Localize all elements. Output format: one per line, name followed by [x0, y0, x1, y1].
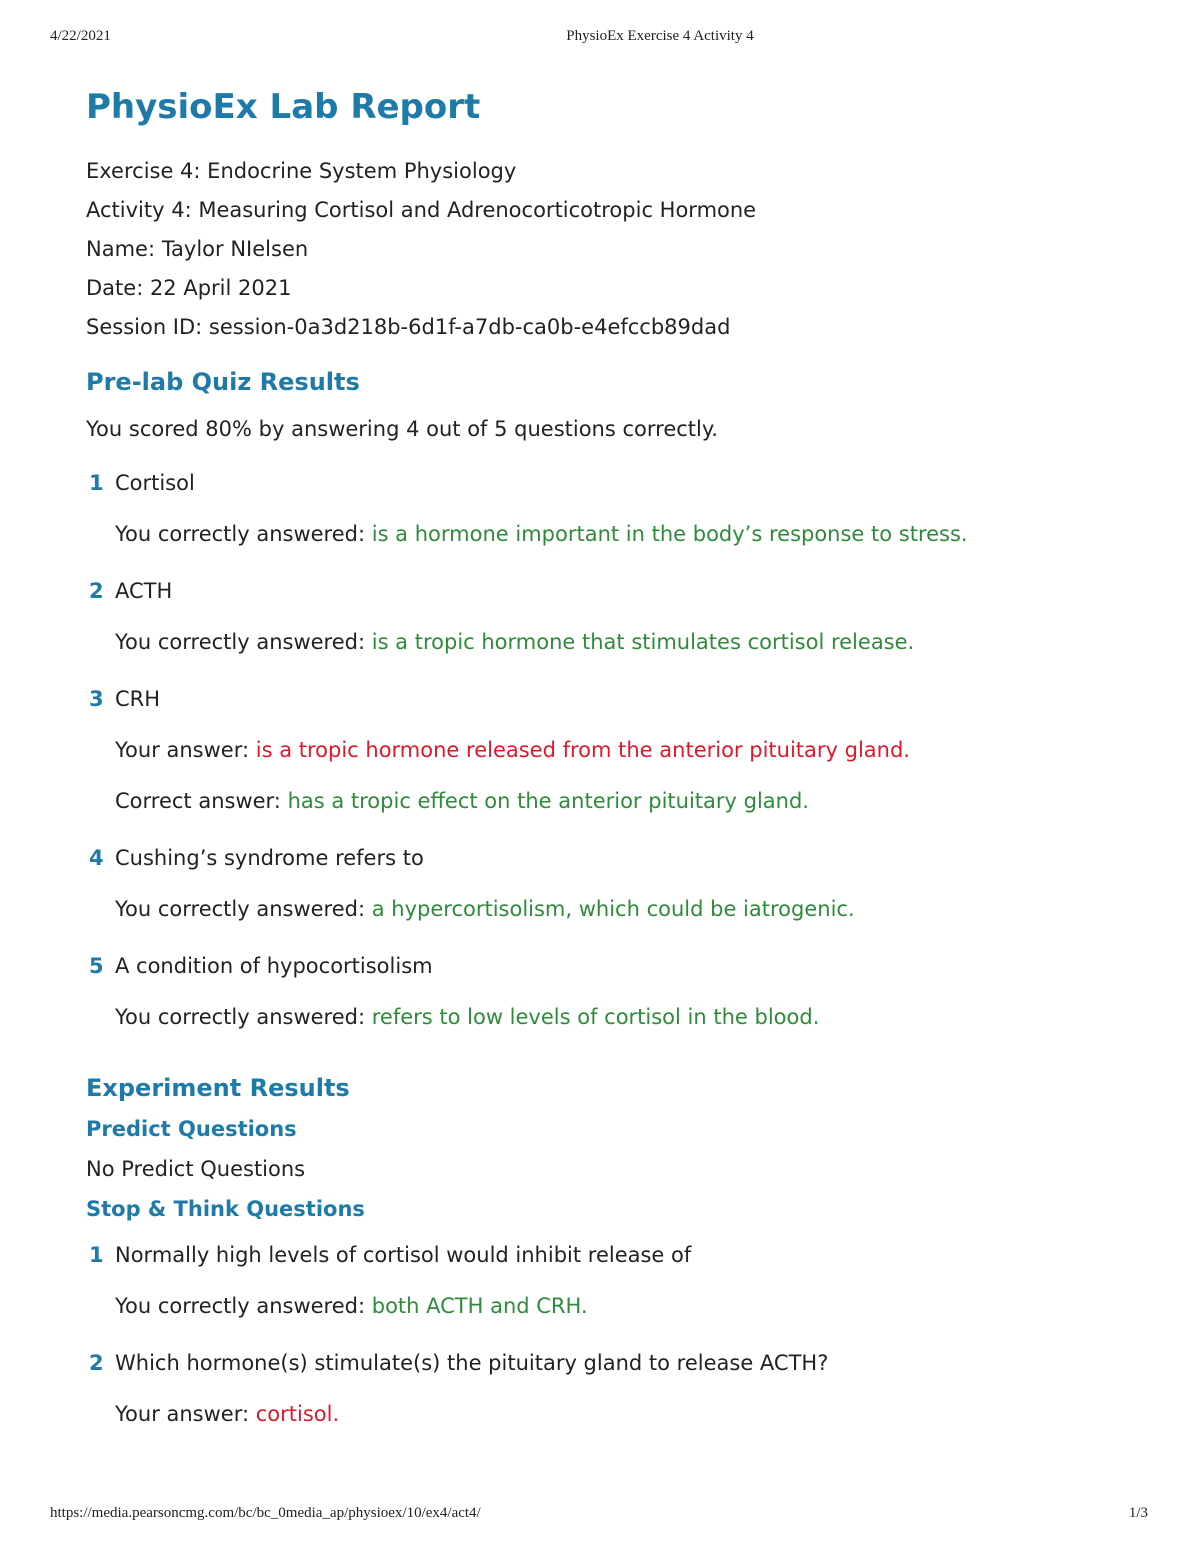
answer-label: You correctly answered:	[115, 522, 372, 546]
correct-answer-text: refers to low levels of cortisol in the blood.	[371, 1005, 820, 1029]
question-number: 1	[89, 1243, 104, 1267]
answer-line	[115, 1002, 1146, 1032]
question-text: Cortisol	[115, 471, 195, 495]
page-url: https://media.pearsoncmg.com/bc/bc_0media_ap/physioex/10/ex4/act4/	[50, 1505, 481, 1521]
prelab-score: You scored 80% by answering 4 out of 5 questions correctly.	[86, 417, 718, 441]
prelab-questions	[86, 468, 1146, 1032]
quiz-question	[86, 951, 1146, 1032]
exercise-line: Exercise 4: Endocrine System Physiology	[86, 159, 517, 183]
question-text: Which hormone(s) stimulate(s) the pituitary gland to release ACTH?	[115, 1351, 829, 1375]
question-number: 2	[89, 579, 104, 603]
answer-label: You correctly answered:	[115, 1294, 372, 1318]
quiz-question	[86, 1348, 1146, 1429]
question-number: 2	[89, 1351, 104, 1375]
stop-think-heading: Stop & Think Questions	[86, 1197, 365, 1221]
correct-answer-text: is a tropic hormone that stimulates cortisol release.	[371, 630, 915, 654]
quiz-question	[86, 843, 1146, 924]
question-text: A condition of hypocortisolism	[115, 954, 433, 978]
quiz-question	[86, 576, 1146, 657]
answer-label: Your answer:	[115, 1402, 256, 1426]
answer-label: Your answer:	[115, 738, 256, 762]
name-line: Name: Taylor NIelsen	[86, 237, 309, 261]
page-number: 1/3	[1128, 1505, 1148, 1521]
report-title: PhysioEx Lab Report	[86, 87, 481, 127]
stop-think-questions	[86, 1240, 1146, 1429]
answer-label: You correctly answered:	[115, 897, 372, 921]
correct-answer-text: is a hormone important in the body’s response to stress.	[371, 522, 968, 546]
answer-line	[115, 735, 1146, 765]
predict-heading: Predict Questions	[86, 1117, 297, 1141]
answer-line	[115, 519, 1146, 549]
question-number: 5	[89, 954, 104, 978]
question-number: 1	[89, 471, 104, 495]
answer-label: Correct answer:	[115, 789, 288, 813]
correct-answer-text: a hypercortisolism, which could be iatrogenic.	[371, 897, 855, 921]
quiz-question	[86, 684, 1146, 816]
answer-label: You correctly answered:	[115, 630, 372, 654]
lab-report	[86, 84, 1146, 1429]
print-date: 4/22/2021	[50, 28, 111, 44]
wrong-answer-text: is a tropic hormone released from the anterior pituitary gland.	[255, 738, 910, 762]
question-number: 4	[89, 846, 104, 870]
predict-text: No Predict Questions	[86, 1157, 306, 1181]
question-number: 3	[89, 687, 104, 711]
question-text: Cushing’s syndrome refers to	[115, 846, 424, 870]
session-line: Session ID: session-0a3d218b-6d1f-a7db-ca0b-e4efccb89dad	[86, 315, 731, 339]
correct-answer-text: both ACTH and CRH.	[371, 1294, 588, 1318]
answer-line	[115, 627, 1146, 657]
question-text: ACTH	[115, 579, 173, 603]
answer-line	[115, 1399, 1146, 1429]
experiment-heading: Experiment Results	[86, 1074, 350, 1102]
question-text: Normally high levels of cortisol would inhibit release of	[115, 1243, 692, 1267]
prelab-heading: Pre-lab Quiz Results	[86, 368, 360, 396]
answer-line	[115, 1291, 1146, 1321]
answer-line	[115, 894, 1146, 924]
print-page-title: PhysioEx Exercise 4 Activity 4	[566, 28, 754, 44]
activity-line: Activity 4: Measuring Cortisol and Adrenocorticotropic Hormone	[86, 198, 757, 222]
report-meta	[86, 152, 1146, 347]
wrong-answer-text: cortisol.	[255, 1402, 340, 1426]
correct-answer-text: has a tropic effect on the anterior pituitary gland.	[287, 789, 809, 813]
answer-label: You correctly answered:	[115, 1005, 372, 1029]
quiz-question	[86, 468, 1146, 549]
quiz-question	[86, 1240, 1146, 1321]
question-text: CRH	[115, 687, 161, 711]
correct-answer-line	[115, 786, 1146, 816]
date-line: Date: 22 April 2021	[86, 276, 292, 300]
